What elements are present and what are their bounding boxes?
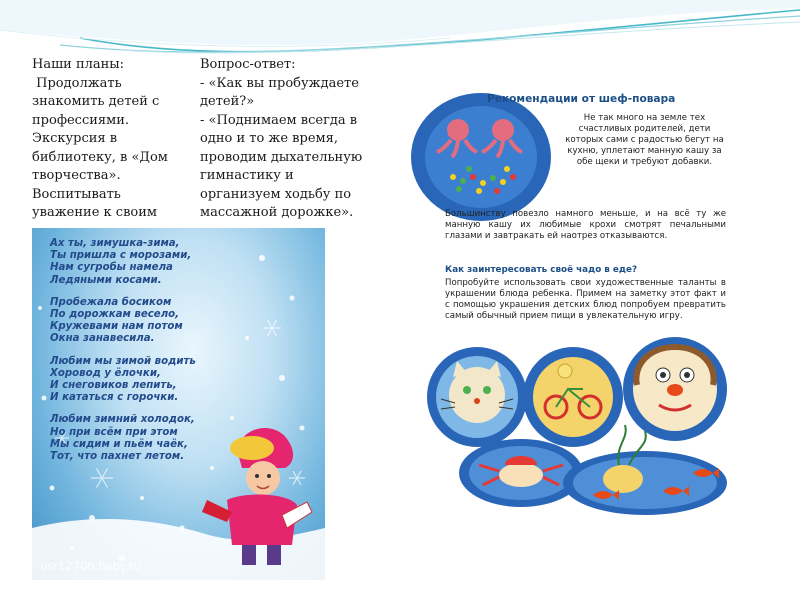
poem-stanza: [50, 356, 240, 405]
text-line: проводим дыхательную: [200, 149, 363, 165]
poem-line: Кружевами нам потом: [50, 321, 183, 333]
text-line: Воспитывать: [32, 186, 121, 202]
poem-line: Но при всём при этом: [50, 426, 178, 438]
text-line: организуем ходьбу по: [200, 186, 352, 202]
poem-line: По дорожкам весело,: [50, 309, 180, 321]
text-line: уважение к своим: [32, 205, 157, 220]
girl-illustration: [197, 420, 317, 570]
text-line: Наши планы:: [32, 57, 125, 72]
poem-line: И кататься с горочки.: [50, 392, 179, 404]
winter-poem-card: [32, 228, 325, 580]
plans-text: [32, 56, 182, 241]
qa-text: [200, 56, 390, 223]
recipe-question: Как заинтересовать своё чадо в еде?: [445, 265, 638, 275]
watermark: usr12706.baby.ru: [40, 559, 141, 573]
text-line: Вопрос-ответ:: [200, 57, 296, 72]
recipe-paragraph: Попробуйте использовать свои художественные таланты в украшении блюда ребенка. Примем на заметку этот факт и с помощью украшения детских блюд попробуем превратить самый обычный прием пищи в увлекательную игру.: [445, 278, 726, 321]
chef-recommendations-card: [393, 85, 735, 517]
poem-line: Ты пришла с морозами,: [50, 250, 192, 262]
poem-line: Любим мы зимой водить: [50, 355, 196, 367]
poem-line: Ах ты, зимушка-зима,: [50, 238, 180, 249]
text-line: одно и то же время,: [200, 131, 338, 146]
text-line: творчества».: [32, 168, 121, 183]
poem-line: Ледяными косами.: [50, 274, 162, 286]
poem-stanza: [50, 238, 240, 287]
text-line: Экскурсия в: [32, 131, 118, 146]
poem-line: Тот, что пахнет летом.: [50, 451, 185, 463]
text-line: - «Поднимаем всегда в: [200, 112, 358, 128]
text-line: гимнастику и: [200, 168, 294, 183]
poem-line: Пробежала босиком: [50, 296, 172, 308]
recipe-intro: Не так много на земле тех счастливых родителей, дети которых сами с радостью бегут на кухню, уплетают манную кашу за обе щеки и требуют добавки.: [565, 113, 724, 167]
poem-line: Нам сугробы намела: [50, 262, 173, 274]
text-line: профессиями.: [32, 112, 130, 128]
text-line: детей?»: [200, 94, 255, 109]
poem-line: Любим зимний холодок,: [50, 414, 195, 426]
recipe-title: Рекомендации от шеф-повара: [487, 93, 676, 105]
recipe-paragraph: Большинству повезло намного меньше, и на всё ту же манную кашу их любимые крохи смотрят печальными глазами и завтракать ей наотрез отказываются.: [445, 209, 726, 241]
text-line: - «Как вы пробуждаете: [200, 75, 359, 91]
poem-line: И снеговиков лепить,: [50, 380, 177, 392]
text-line: массажной дорожке».: [200, 205, 354, 220]
poem-line: Мы сидим и пьём чаёк,: [50, 438, 188, 450]
text-line: библиотеку, в «Дом: [32, 149, 168, 165]
poem-line: Окна занавесила.: [50, 333, 155, 345]
text-line: знакомить детей с: [32, 94, 160, 109]
poem-line: Хоровод у ёлочки,: [50, 367, 161, 379]
text-line: Продолжать: [32, 75, 122, 91]
poem-stanza: [50, 297, 240, 346]
